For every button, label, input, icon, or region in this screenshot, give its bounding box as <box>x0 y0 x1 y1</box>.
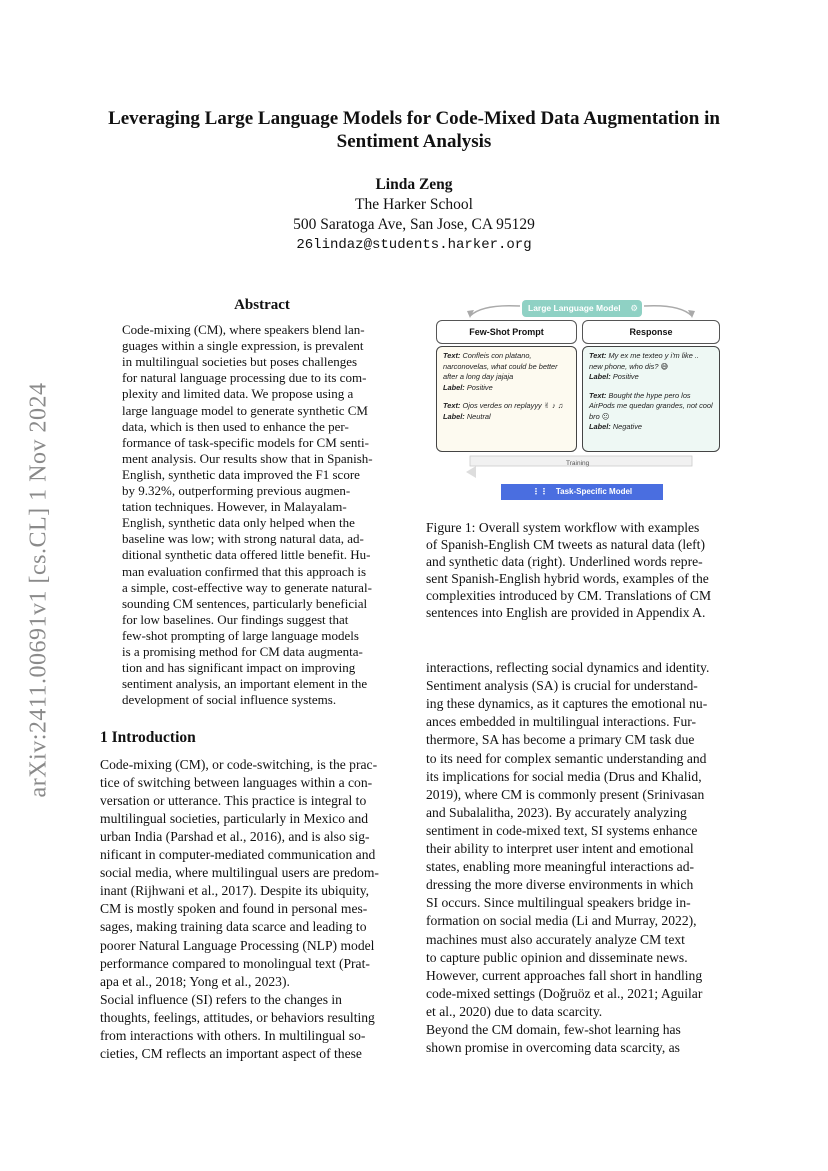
text-line: a simple, cost-effective way to generate natural- <box>122 579 372 595</box>
text-line: multilingual societies, particularly in Mexico and <box>100 811 369 827</box>
text-line: baseline was low; with strong natural data, ad- <box>122 531 364 547</box>
few-shot-label: Few-Shot Prompt <box>469 327 544 337</box>
text-line: and Subalalitha, 2023). By accurately analyzing <box>426 804 687 820</box>
response-label: Response <box>629 327 673 337</box>
text-line: to its need for complex semantic understanding and <box>426 750 707 766</box>
text-line: sounding CM sentences, particularly beneficial <box>122 595 368 611</box>
text-line: apa et al., 2018; Yong et al., 2023). <box>100 973 290 989</box>
text-line: social media, where multilingual users are predom- <box>100 865 379 881</box>
task-specific-model-label: Task-Specific Model <box>555 487 633 496</box>
text-line: English, synthetic data improved the F1 score <box>122 466 360 482</box>
text-line: sent Spanish-English hybrid words, examples of the <box>426 570 709 586</box>
title-line-2: Sentiment Analysis <box>336 131 492 152</box>
text-line: tation techniques. However, in Malayalam- <box>122 499 347 515</box>
response-example-1-label: Label: Positive <box>589 372 639 381</box>
text-line: cieties, CM reflects an important aspect of these <box>100 1045 362 1061</box>
section-heading-introduction: 1 Introduction <box>100 729 196 746</box>
text-line: performance compared to monolingual text (Prat- <box>100 955 370 971</box>
llm-label: Large Language Model <box>528 303 621 313</box>
text-line: Code-mixing (CM), where speakers blend lan- <box>122 322 365 337</box>
text-line: ment analysis. Our results show that in Spanish- <box>122 450 373 466</box>
text-line: shown promise in overcoming data scarcity, as <box>426 1040 680 1056</box>
abstract-heading: Abstract <box>234 297 290 313</box>
text-line: Sentiment analysis (SA) is crucial for understand- <box>426 678 698 694</box>
paper-title <box>60 107 768 153</box>
text-line: their ability to interpret user intent and emotional <box>426 841 694 856</box>
text-line: sages, making training data scarce and leading to <box>100 919 367 935</box>
few-shot-example-2-label: Label: Neutral <box>443 411 491 421</box>
text-line: large language model to generate synthetic CM <box>122 402 368 418</box>
text-line: thoughts, feelings, attitudes, or behaviors resulting <box>100 1009 375 1025</box>
text-line: for low baselines. Our findings suggest that <box>122 611 349 627</box>
response-box <box>582 320 720 344</box>
text-line: guages within a single expression, is prevalent <box>122 338 364 354</box>
text-line: poorer Natural Language Processing (NLP) model <box>100 937 375 953</box>
text-line: sentences into English are provided in Appendix A. <box>426 604 706 620</box>
text-line: Code-mixing (CM), or code-switching, is the prac- <box>100 757 378 772</box>
few-shot-examples <box>436 346 577 452</box>
text-line: is a promising method for CM data augmenta- <box>122 644 363 659</box>
text-line: code-mixed settings (Doğruöz et al., 2021; Aguilar <box>426 985 703 1001</box>
few-shot-example-1-text: Text: Confleis con platano, narconovelas, what could be better after a long day jajaja <box>443 351 558 381</box>
few-shot-example-1-label: Label: Positive <box>443 382 493 392</box>
text-line: Beyond the CM domain, few-shot learning has <box>426 1022 681 1037</box>
arxiv-id-text: arXiv:2411.00691v1 [cs.CL] 1 Nov 2024 <box>25 382 52 798</box>
text-line: dressing the more diverse environments in which <box>426 877 694 893</box>
text-line: Figure 1: Overall system workflow with examples <box>426 520 700 535</box>
text-line: CM is mostly spoken and found in personal mes- <box>100 901 368 917</box>
text-line: ditional synthetic data offered little benefit. Hu- <box>122 547 371 563</box>
text-line: English, synthetic data only helped when the <box>122 515 355 531</box>
response-example-2-text: Text: Bought the hype pero los AirPods me quedan grandes, not cool bro 😐 <box>589 390 713 421</box>
text-line: Social influence (SI) refers to the changes in <box>100 991 342 1007</box>
few-shot-box <box>436 320 577 344</box>
text-line: formance of task-specific models for CM senti- <box>122 434 369 450</box>
training-label: Training <box>566 460 590 467</box>
text-line: versation or utterance. This practice is integral to <box>100 793 367 809</box>
title-line-1: Leveraging Large Language Models for Code-Mixed Data Augmentation in <box>108 108 720 129</box>
task-specific-model-badge <box>501 484 663 500</box>
text-line: man evaluation confirmed that this approach is <box>122 563 367 579</box>
figure-1 <box>430 296 730 506</box>
text-line: nificant in computer-mediated communication and <box>100 847 376 863</box>
text-line: formation on social media (Li and Murray, 2022), <box>426 913 697 929</box>
text-line: tion and has significant impact on improving <box>122 660 356 676</box>
text-line: thermore, SA has become a primary CM task due <box>426 732 695 748</box>
text-line: machines must also accurately analyze CM text <box>426 931 685 947</box>
text-line: plexity and limited data. We propose using a <box>122 386 354 402</box>
text-line: to capture public opinion and disseminate news. <box>426 949 688 965</box>
text-line: sentiment in code-mixed text, SI systems enhance <box>426 822 698 838</box>
response-examples <box>582 346 720 452</box>
few-shot-example-2-text: Text: Ojos verdes on replayyy ✌ ♪ ♫ <box>443 401 564 410</box>
text-line: data, which is then used to enhance the per- <box>122 418 349 434</box>
author-affiliation: The Harker School <box>355 196 473 213</box>
text-line: inant (Rijhwani et al., 2017). Despite its ubiquity, <box>100 883 370 899</box>
network-icon: ⋮⋮ <box>531 487 548 496</box>
text-line: et al., 2020) due to data scarcity. <box>426 1003 603 1019</box>
text-line: tice of switching between languages within a con- <box>100 775 373 791</box>
text-line: However, current approaches fall short in handling <box>426 967 703 983</box>
text-line: ing these dynamics, as it captures the emotional nu- <box>426 696 708 712</box>
text-line: and synthetic data (right). Underlined words repre- <box>426 553 703 569</box>
text-line: by 9.32%, outperforming previous augmen- <box>122 483 351 498</box>
text-line: development of social influence systems. <box>122 692 337 708</box>
arxiv-identifier <box>12 330 66 850</box>
text-line: SI occurs. Since multilingual speakers bridge in- <box>426 895 691 911</box>
text-line: 2019), where CM is commonly present (Srinivasan <box>426 786 705 802</box>
text-line: for natural language processing due to its com- <box>122 370 367 386</box>
text-line: complexities introduced by CM. Translations of CM <box>426 587 712 603</box>
text-line: interactions, reflecting social dynamics and identity. <box>426 660 710 675</box>
response-example-2-label: Label: Negative <box>589 422 642 431</box>
response-example-1-text: Text: My ex me texteo y i'm like .. new phone, who dis? 😅 <box>589 351 699 371</box>
author-name: Linda Zeng <box>375 176 453 193</box>
openai-icon: ⚙ <box>630 303 638 313</box>
text-line: in multilingual societies but poses challenges <box>122 354 358 370</box>
text-line: urban India (Parshad et al., 2016), and is also sig- <box>100 829 370 845</box>
text-line: of Spanish-English CM tweets as natural data (left) <box>426 536 705 552</box>
text-line: its implications for social media (Drus and Khalid, <box>426 768 702 784</box>
author-address: 500 Saratoga Ave, San Jose, CA 95129 <box>293 216 535 233</box>
author-email[interactable]: 26lindaz@students.harker.org <box>296 237 532 253</box>
text-line: states, enabling more meaningful interactions ad- <box>426 859 695 875</box>
text-line: sentiment analysis, an important element in the <box>122 676 368 692</box>
text-line: ances embedded in multilingual interactions. Fur- <box>426 714 697 730</box>
llm-badge <box>522 300 642 317</box>
text-line: from interactions with others. In multilingual so- <box>100 1027 366 1043</box>
text-line: few-shot prompting of large language models <box>122 627 359 643</box>
